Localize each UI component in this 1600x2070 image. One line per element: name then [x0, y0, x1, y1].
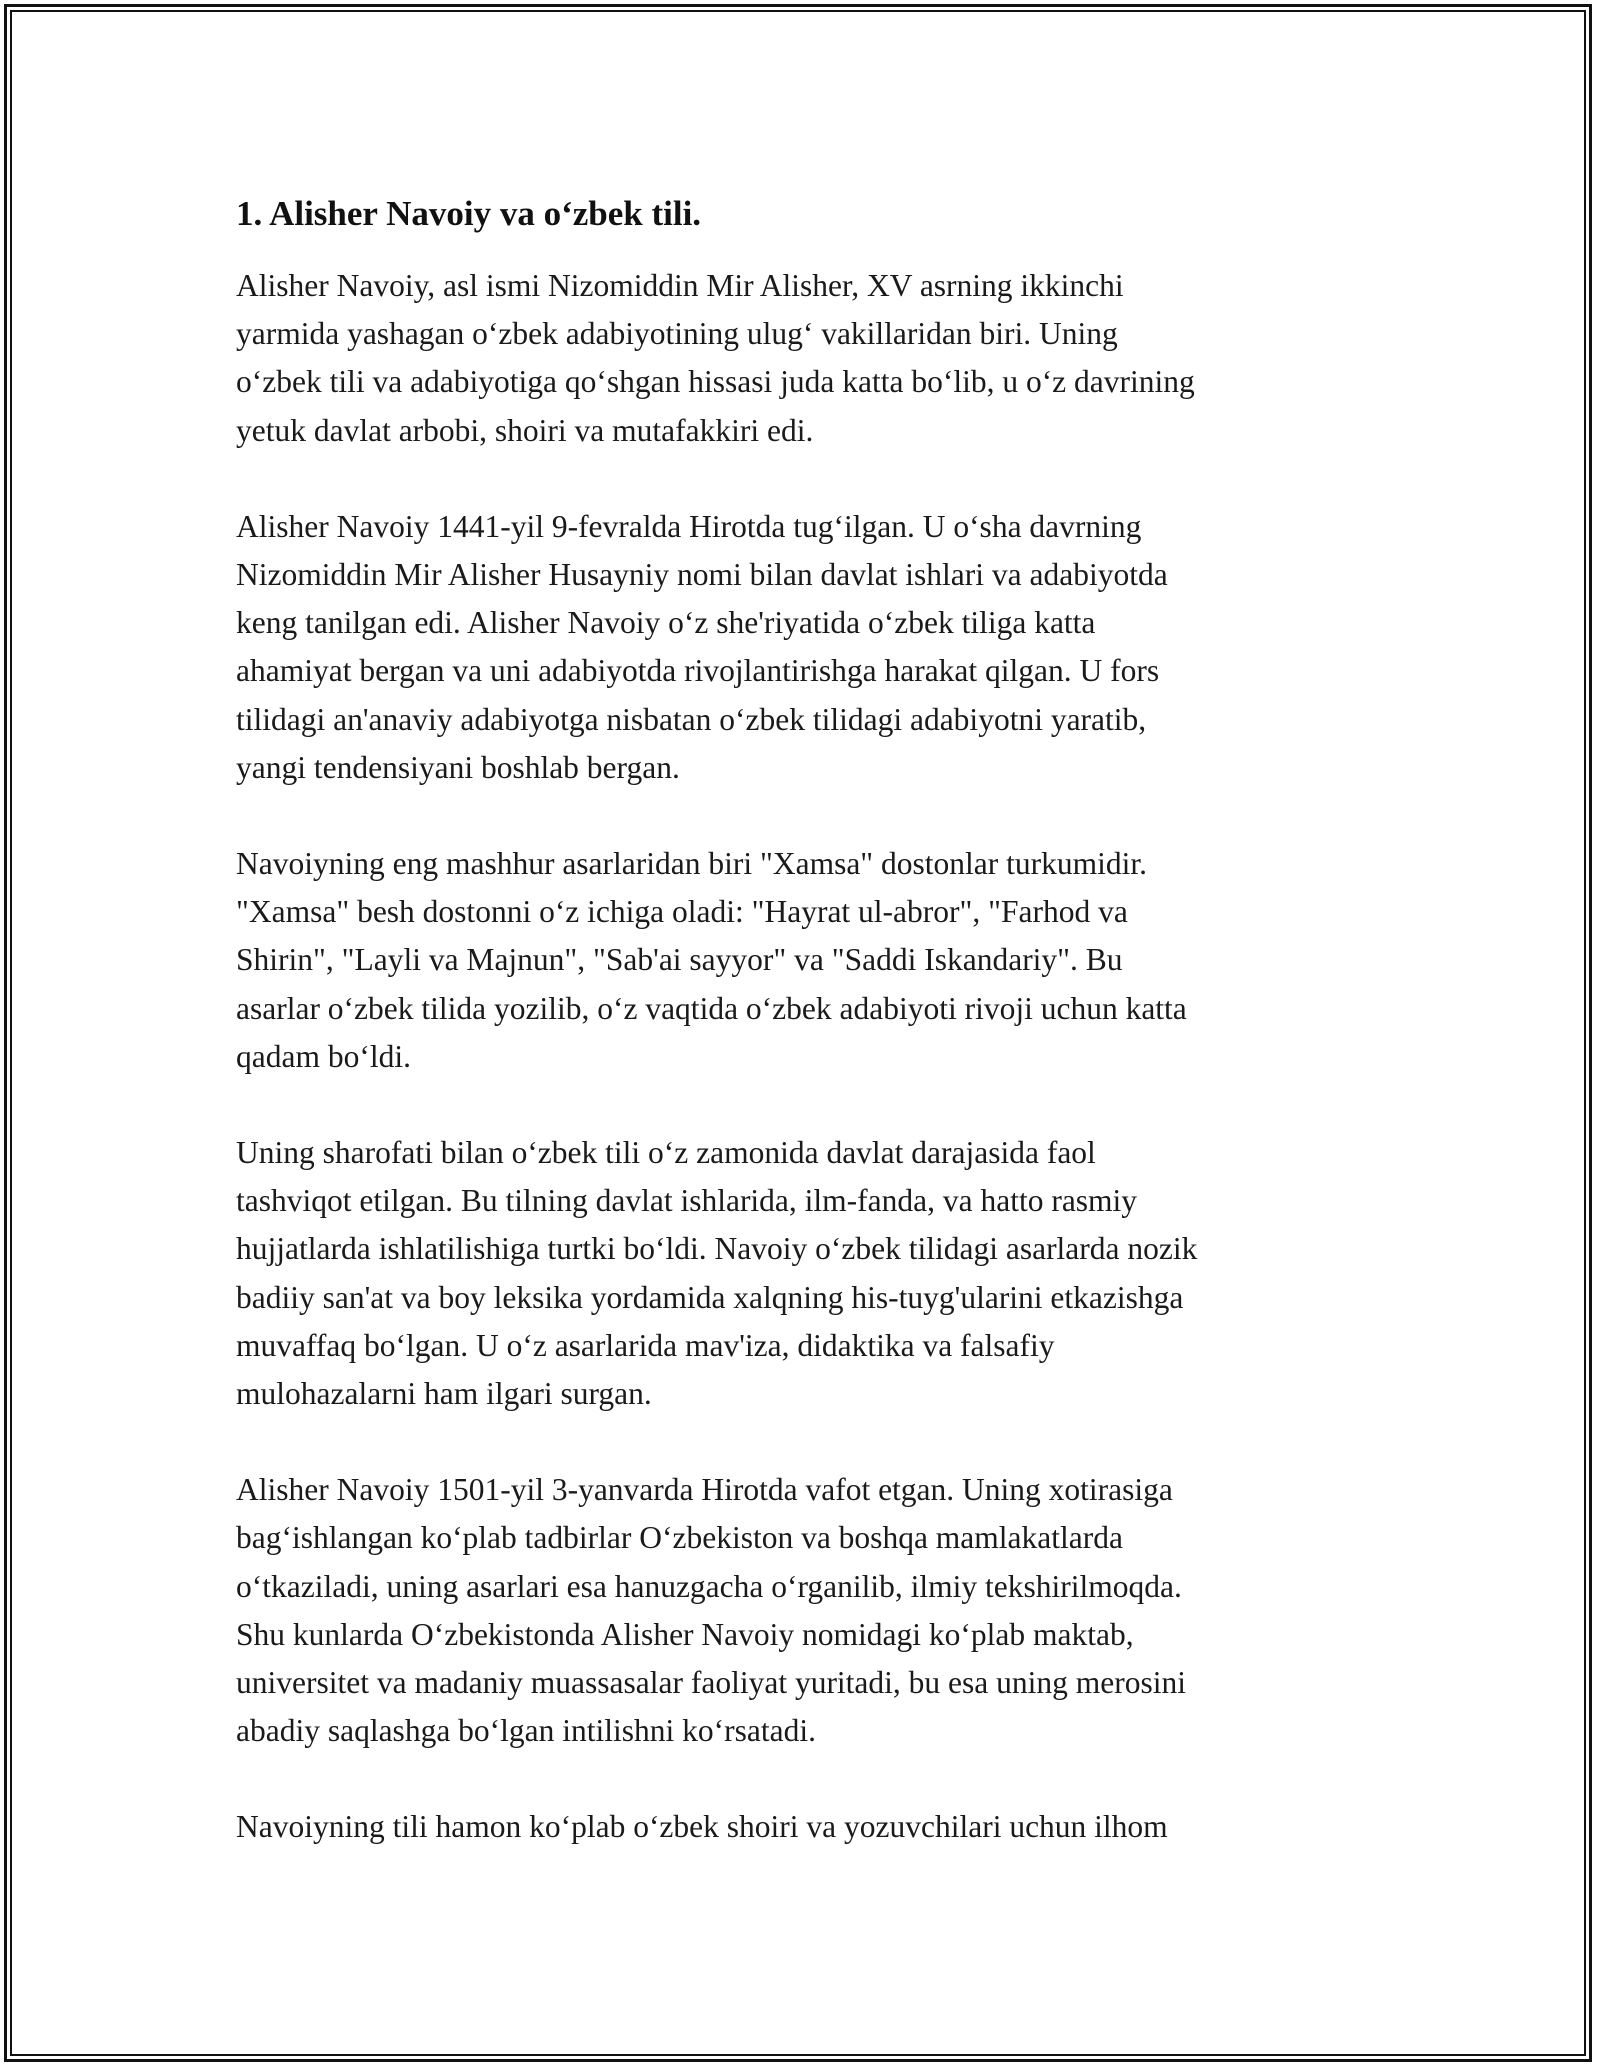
text-line: Alisher Navoiy 1441-yil 9-fevralda Hirotda tug‘ilgan. U o‘sha davrning [236, 508, 1142, 544]
text-line: Navoiyning eng mashhur asarlaridan biri "Xamsa" dostonlar turkumidir. [236, 846, 1148, 882]
text-line: qadam bo‘ldi. [236, 1038, 411, 1074]
paragraph-birth [236, 503, 1366, 792]
text-line: yangi tendensiyani boshlab bergan. [236, 749, 680, 785]
text-line: Shu kunlarda O‘zbekistonda Alisher Navoiy nomidagi ko‘plab maktab, [236, 1616, 1134, 1652]
text-line: Shirin", "Layli va Majnun", "Sab'ai sayyor" va "Saddi Iskandariy". Bu [236, 942, 1123, 978]
document-body [236, 186, 1366, 1900]
text-line: tilidagi an'anaviy adabiyotga nisbatan o‘zbek tilidagi adabiyotni yaratib, [236, 701, 1147, 737]
text-line: badiiy san'at va boy leksika yordamida xalqning his-tuyg'ularini etkazishga [236, 1279, 1184, 1315]
text-line: keng tanilgan edi. Alisher Navoiy o‘z she'riyatida o‘zbek tiliga katta [236, 605, 1096, 641]
text-line: Uning sharofati bilan o‘zbek tili o‘z zamonida davlat darajasida faol [236, 1135, 1096, 1171]
text-line: abadiy saqlashga bo‘lgan intilishni ko‘rsatadi. [236, 1713, 816, 1749]
text-line: Navoiyning tili hamon ko‘plab o‘zbek shoiri va yozuvchilari uchun ilhom [236, 1809, 1168, 1845]
text-line: "Xamsa" besh dostonni o‘z ichiga oladi: "Hayrat ul-abror", "Farhod va [236, 894, 1128, 930]
paragraph-death [236, 1466, 1366, 1755]
paragraph-language [236, 1129, 1366, 1418]
text-line: muvaffaq bo‘lgan. U o‘z asarlarida mav'iza, didaktika va falsafiy [236, 1327, 1055, 1363]
text-line: o‘tkaziladi, uning asarlari esa hanuzgacha o‘rganilib, ilmiy tekshirilmoqda. [236, 1568, 1182, 1604]
text-line: universitet va madaniy muassasalar faoliyat yuritadi, bu esa uning merosini [236, 1665, 1186, 1701]
text-line: Alisher Navoiy 1501-yil 3-yanvarda Hirotda vafot etgan. Uning xotirasiga [236, 1472, 1173, 1508]
text-line: asarlar o‘zbek tilida yozilib, o‘z vaqtida o‘zbek adabiyoti rivoji uchun katta [236, 990, 1187, 1026]
paragraph-intro [236, 262, 1366, 455]
text-line: Nizomiddin Mir Alisher Husayniy nomi bilan davlat ishlari va adabiyotda [236, 557, 1168, 593]
text-line: mulohazalarni ham ilgari surgan. [236, 1376, 652, 1412]
text-line: yarmida yashagan o‘zbek adabiyotining ulug‘ vakillaridan biri. Uning [236, 316, 1118, 352]
paragraph-legacy [236, 1803, 1366, 1851]
text-line: Alisher Navoiy, asl ismi Nizomiddin Mir Alisher, XV asrning ikkinchi [236, 268, 1124, 303]
text-line: o‘zbek tili va adabiyotiga qo‘shgan hissasi juda katta bo‘lib, u o‘z davrining [236, 364, 1195, 400]
text-line: bag‘ishlangan ko‘plab tadbirlar O‘zbekiston va boshqa mamlakatlarda [236, 1520, 1123, 1556]
paragraph-xamsa [236, 840, 1366, 1081]
section-heading: 1. Alisher Navoiy va o‘zbek tili. [236, 194, 702, 233]
text-line: yetuk davlat arbobi, shoiri va mutafakkiri edi. [236, 412, 814, 448]
text-line: ahamiyat bergan va uni adabiyotda rivojlantirishga harakat qilgan. U fors [236, 653, 1160, 689]
text-line: hujjatlarda ishlatilishiga turtki bo‘ldi. Navoiy o‘zbek tilidagi asarlarda nozik [236, 1231, 1198, 1267]
text-line: tashviqot etilgan. Bu tilning davlat ishlarida, ilm-fanda, va hatto rasmiy [236, 1183, 1138, 1219]
